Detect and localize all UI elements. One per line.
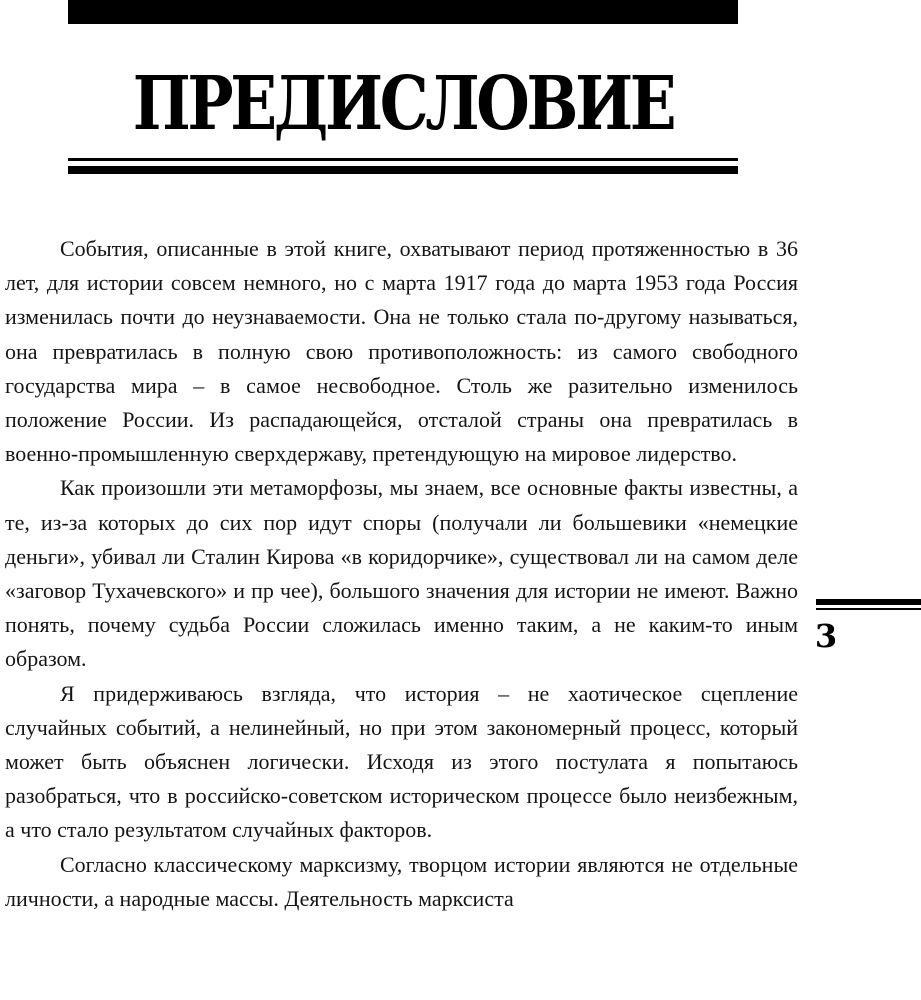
paragraph-1: События, описанные в этой книге, охватывают период протяженностью в 36 лет, для истории совсем немного, но с марта 1917 года до марта 1953 года Россия изменилась почти до неузнаваемости. Она не только стала по-другому называться, она превратилась в полную свою противоположность: из самого свободного государства мира – в самое несвободное. Столь же разительно изменилось положение России. Из распадающейся, отсталой страны она превратилась в военно-промышленную сверхдержаву, претендующую на мировое лидерство. <box>5 236 798 467</box>
page-number-thin-rule <box>816 608 921 610</box>
chapter-title: ПРЕДИСЛОВИЕ <box>132 61 674 147</box>
header-bottom-thin-rule <box>68 158 738 161</box>
page-number-thick-rule <box>816 599 921 605</box>
paragraph-3: Я придерживаюсь взгляда, что история – не хаотическое сцепление случайных событий, а нелинейный, но при этом закономерный процесс, который может быть объяснен логически. Исходя из этого постулата я попытаюсь разобраться, что в российско-советском историческом процессе было неизбежным, а что стало результатом случайных факторов. <box>5 680 798 843</box>
header-bottom-thick-rule <box>68 166 738 174</box>
paragraph-4: Согласно классическому марксизму, творцом истории являются не отдельные личности, а народные массы. Деятельность марксиста <box>5 851 798 911</box>
paragraph-2: Как произошли эти метаморфозы, мы знаем, все основные факты известны, а те, из-за которых до сих пор идут споры (получали ли большевики «немецкие деньги», убивал ли Сталин Кирова «в коридорчике», существовал ли на самом деле «заговор Тухачевского» и пр чее), большого значения для истории не имеют. Важно понять, почему судьба России сложилась именно таким, а не каким-то иным образом. <box>5 475 798 672</box>
body-text <box>5 232 798 916</box>
page-number: 3 <box>814 617 838 655</box>
header-top-rule <box>68 0 738 24</box>
